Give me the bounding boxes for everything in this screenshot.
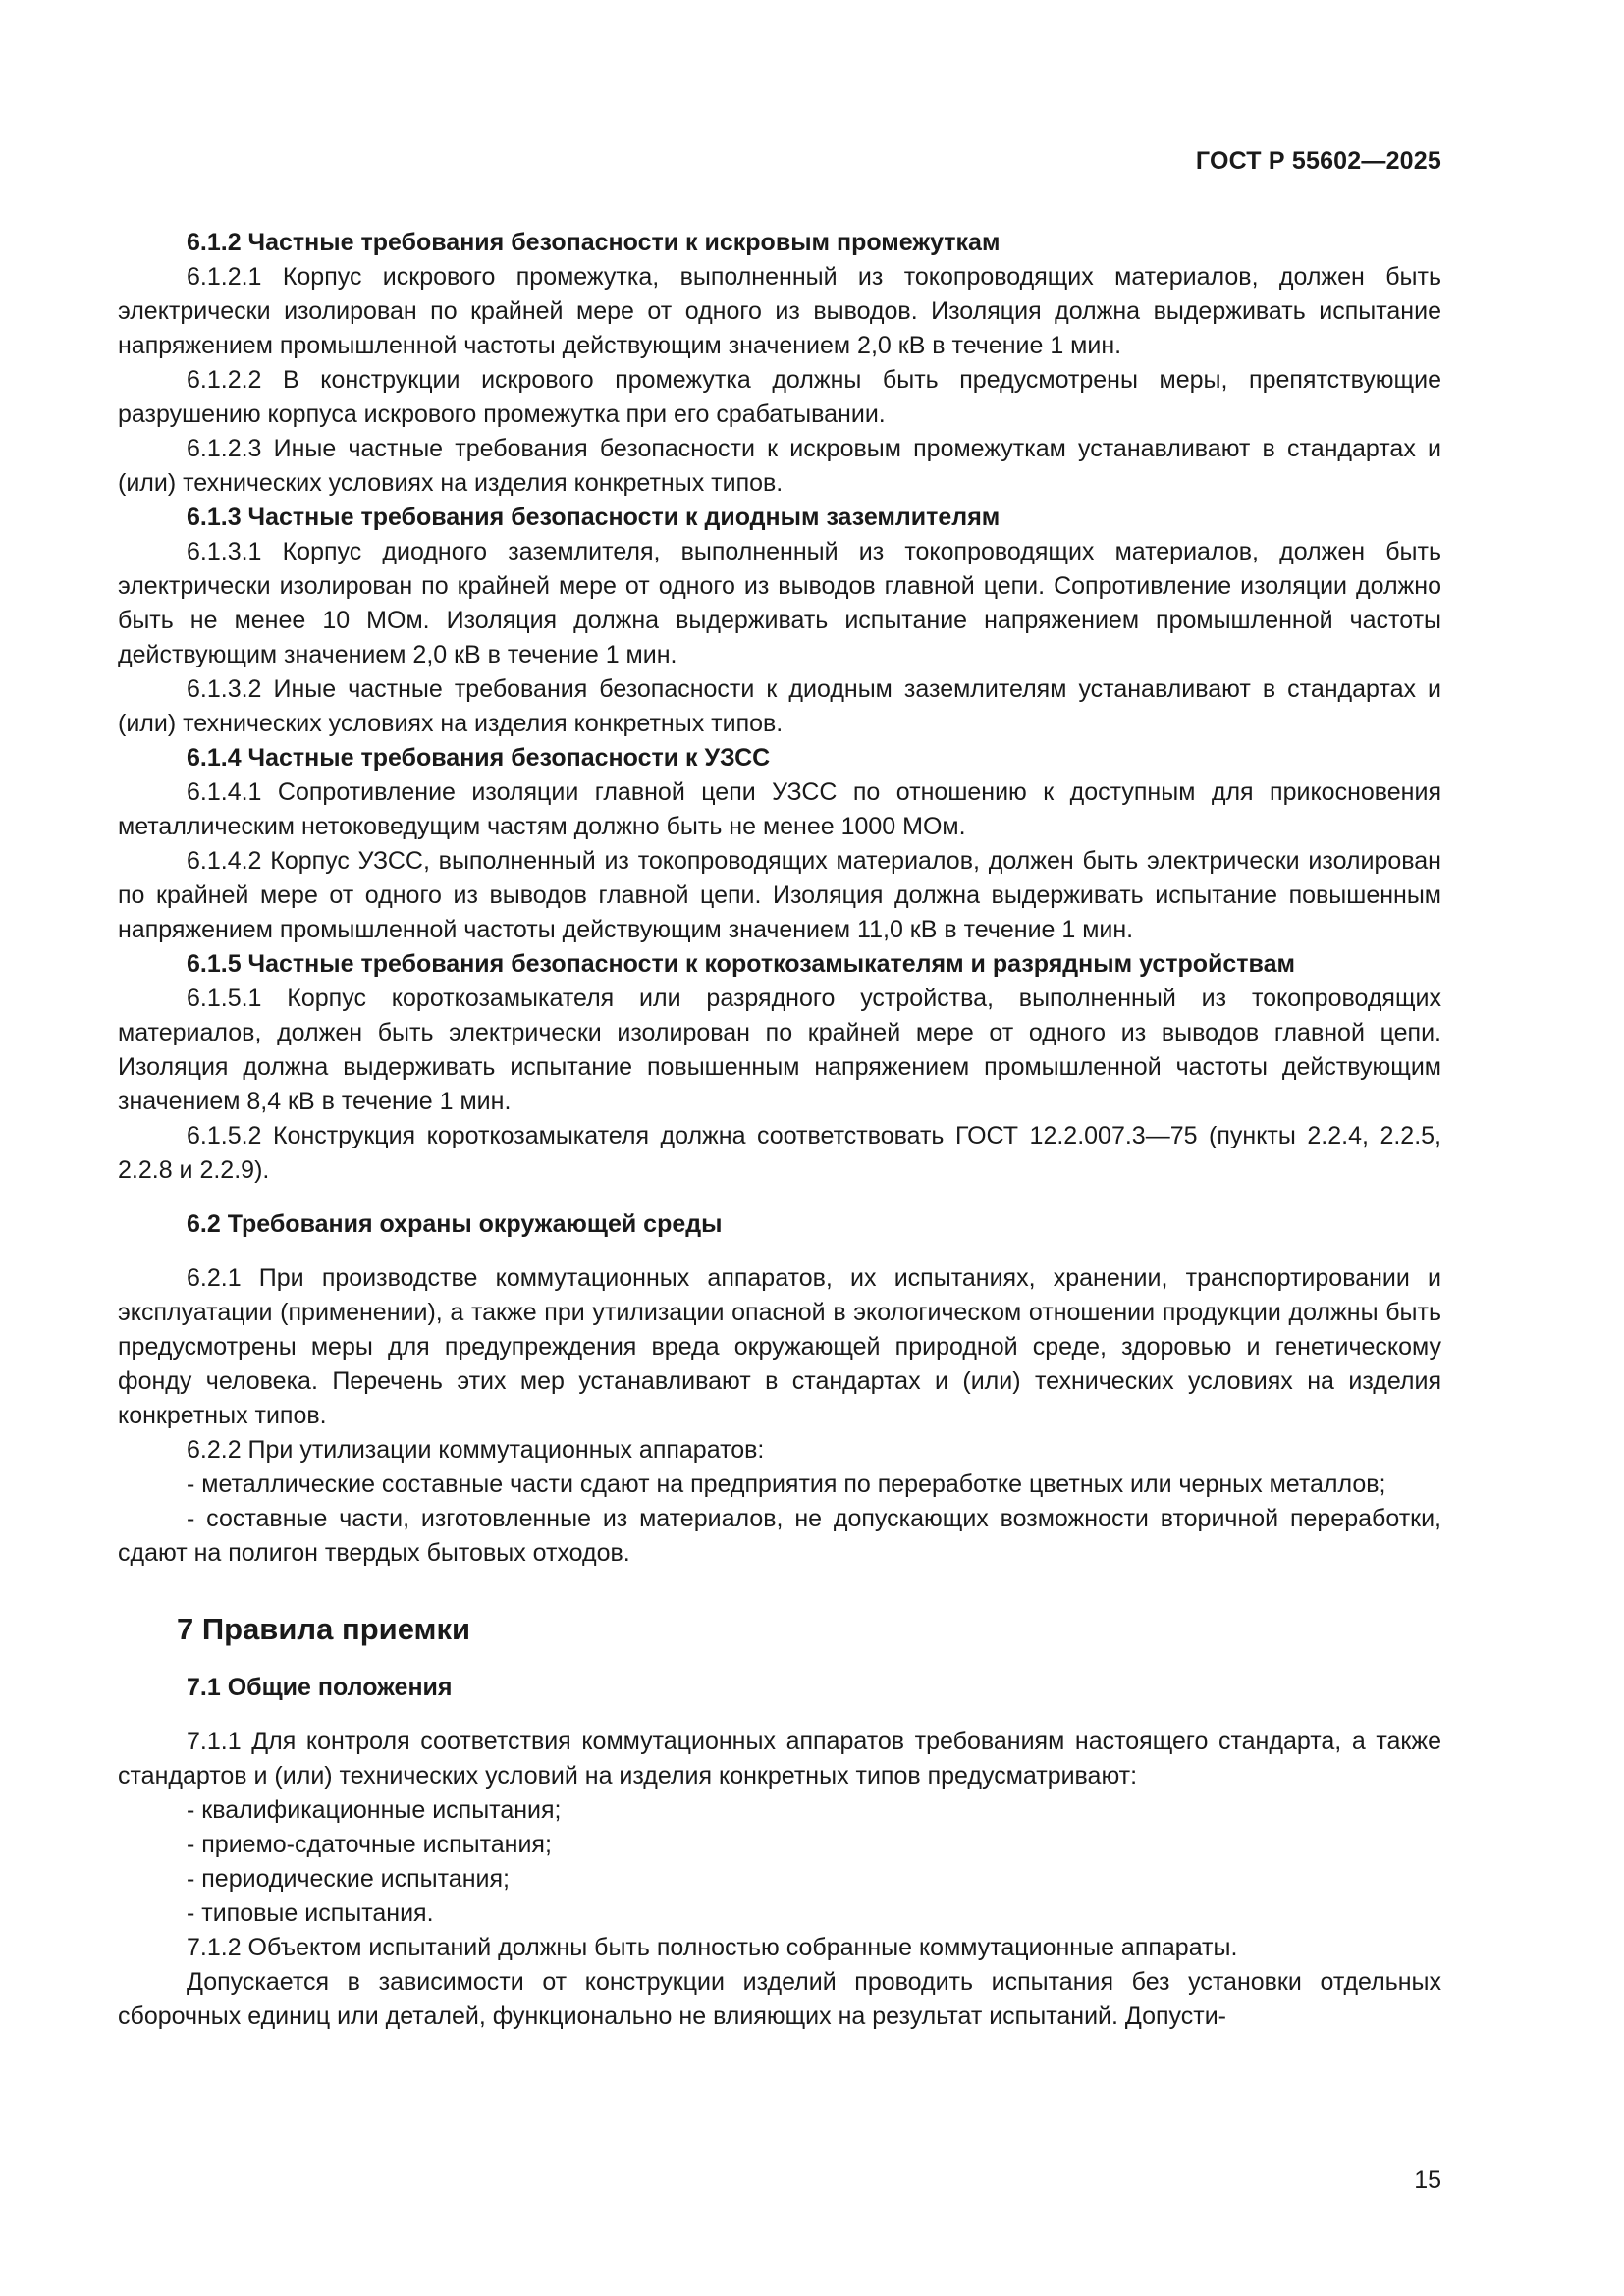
paragraph: - квалификационные испытания; bbox=[187, 1796, 562, 1824]
paragraph: 6.1.5.2 Конструкция короткозамыкателя должна соответствовать ГОСТ 12.2.007.3—75 (пункты 2.2.4, 2.2.5, 2.2.8 и 2.2.9). bbox=[118, 1122, 1441, 1184]
page-number: 15 bbox=[1414, 2166, 1441, 2194]
paragraph: - приемо-сдаточные испытания; bbox=[187, 1831, 552, 1858]
paragraph: - металлические составные части сдают на предприятия по переработке цветных или черных металлов; bbox=[187, 1470, 1386, 1498]
paragraph: 6.1.2.2 В конструкции искрового промежутка должны быть предусмотрены меры, препятствующие разрушению корпуса искрового промежутка при его срабатывании. bbox=[118, 366, 1441, 428]
section-heading: 7 Правила приемки bbox=[177, 1612, 471, 1646]
paragraph: 6.1.2.1 Корпус искрового промежутка, выполненный из токопроводящих материалов, должен быть электрически изолирован по крайней мере от одного из выводов. Изоляция должна выдерживать испытание напряжением промышленной частоты действующим значением 2,0 кВ в течение 1 мин. bbox=[118, 263, 1441, 359]
paragraph: 6.1.4.2 Корпус УЗСС, выполненный из токопроводящих материалов, должен быть электрически изолирован по крайней мере от одного из выводов главной цепи. Изоляция должна выдерживать испытание повышенным напряжением промышленной частоты действующим значением 11,0 кВ в течение 1 мин. bbox=[118, 847, 1441, 943]
paragraph: 6.2.1 При производстве коммутационных аппаратов, их испытаниях, хранении, транспортировании и эксплуатации (применении), а также при утилизации опасной в экологическом отношении продукции должны быть предусмотрены меры для предупреждения вреда окружающей природной среде, здоровью и генетическому фонду человека. Перечень этих мер устанавливают в стандартах и (или) технических условиях на изделия конкретных типов. bbox=[118, 1264, 1441, 1429]
paragraph: 7.1.2 Объектом испытаний должны быть полностью собранные коммутационные аппараты. bbox=[187, 1934, 1238, 1961]
clause-heading: 6.1.2 Частные требования безопасности к искровым промежуткам bbox=[187, 229, 1001, 256]
clause-heading: 6.1.4 Частные требования безопасности к УЗСС bbox=[187, 744, 771, 772]
subsection-heading: 6.2 Требования охраны окружающей среды bbox=[187, 1210, 723, 1238]
paragraph: - периодические испытания; bbox=[187, 1865, 510, 1893]
paragraph: 6.2.2 При утилизации коммутационных аппаратов: bbox=[187, 1436, 765, 1464]
paragraph: 6.1.3.2 Иные частные требования безопасности к диодным заземлителям устанавливают в стандартах и (или) технических условиях на изделия конкретных типов. bbox=[118, 675, 1441, 737]
paragraph: 6.1.2.3 Иные частные требования безопасности к искровым промежуткам устанавливают в стандартах и (или) технических условиях на изделия конкретных типов. bbox=[118, 435, 1441, 497]
paragraph: 6.1.4.1 Сопротивление изоляции главной цепи УЗСС по отношению к доступным для прикосновения металлическим нетоковедущим частям должно быть не менее 1000 МОм. bbox=[118, 778, 1441, 840]
clause-heading: 6.1.3 Частные требования безопасности к диодным заземлителям bbox=[187, 504, 1001, 531]
document-body bbox=[118, 226, 1441, 2034]
paragraph: 7.1.1 Для контроля соответствия коммутационных аппаратов требованиям настоящего стандарта, а также стандартов и (или) технических условий на изделия конкретных типов предусматривают: bbox=[118, 1728, 1441, 1789]
subsection-heading: 7.1 Общие положения bbox=[187, 1674, 453, 1701]
paragraph: - составные части, изготовленные из материалов, не допускающих возможности вторичной переработки, сдают на полигон твердых бытовых отходов. bbox=[118, 1505, 1441, 1567]
paragraph: 6.1.5.1 Корпус короткозамыкателя или разрядного устройства, выполненный из токопроводящих материалов, должен быть электрически изолирован по крайней мере от одного из выводов главной цепи. Изоляция должна выдерживать испытание повышенным напряжением промышленной частоты действующим значением 8,4 кВ в течение 1 мин. bbox=[118, 985, 1441, 1115]
document-id: ГОСТ Р 55602—2025 bbox=[1195, 147, 1441, 175]
paragraph: 6.1.3.1 Корпус диодного заземлителя, выполненный из токопроводящих материалов, должен быть электрически изолирован по крайней мере от одного из выводов главной цепи. Сопротивление изоляции должно быть не менее 10 МОм. Изоляция должна выдерживать испытание напряжением промышленной частоты действующим значением 2,0 кВ в течение 1 мин. bbox=[118, 538, 1441, 668]
paragraph: Допускается в зависимости от конструкции изделий проводить испытания без установки отдельных сборочных единиц или деталей, функционально не влияющих на результат испытаний. Допусти- bbox=[118, 1968, 1441, 2030]
paragraph: - типовые испытания. bbox=[187, 1899, 434, 1927]
clause-heading: 6.1.5 Частные требования безопасности к короткозамыкателям и разрядным устройствам bbox=[187, 950, 1295, 978]
